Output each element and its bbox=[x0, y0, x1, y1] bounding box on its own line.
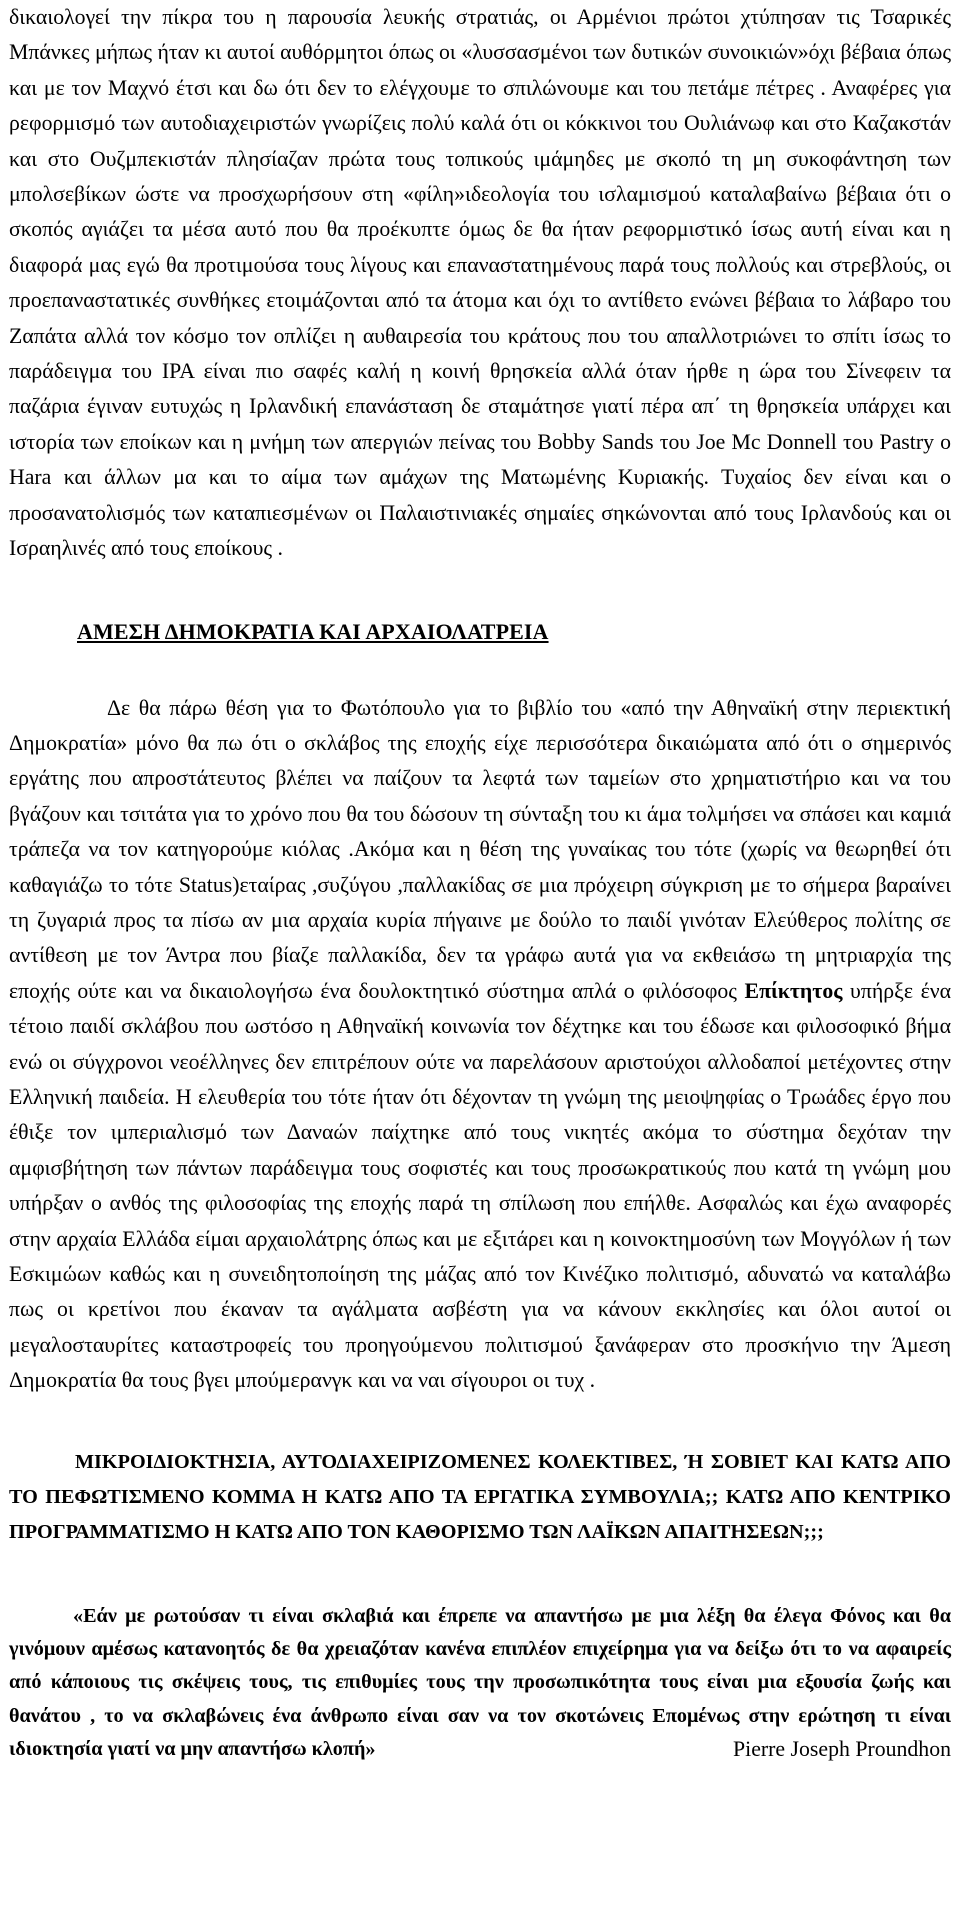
paragraph-2-text-end: υπήρξε ένα τέτοιο παιδί σκλάβου που ωστόσο η Αθηναϊκή κοινωνία τον δέχτηκε και του έδωσε και φιλοσοφικό βήμα ενώ οι σύγχρονοι νεοέλληνες δεν επιτρέπουν ούτε να παρελάσουν αριστούχοι αλλοδαποί μετέχοντες στην Ελληνική παιδεία. Η ελευθερία του τότε ήταν ότι δέχονταν τη γνώμη της μειοψηφίας ο Τρωάδες έργο που έθιξε τον ιμπεριαλισμό των Δαναών παίχτηκε από τους νικητές ακόμα το σύστημα δεχόταν την αμφισβήτηση των πάντων παράδειγμα τους σοφιστές και τους προσωκρατικούς που κατά τη γνώμη μου υπήρξαν ο ανθός της φιλοσοφίας της εποχής παρά τη σπίλωση που επήλθε. Ασφαλώς και έχω αναφορές στην αρχαία Ελλάδα είμαι αρχαιολάτρης όπως και με εξιτάρει και η κοινοκτημοσύνη των Μογγόλων ή των Εσκιμώων καθώς και η συνειδητοποίηση της μάζας από τον Κινέζικο πολιτισμό, αδυνατώ να καταλάβω πως οι κρετίνοι που έκαναν τα αγάλματα ασβέστη για να κάνουν εκκλησίες και όλοι αυτοί οι μεγαλοσταυρίτες καταστροφείς του προηγούμενου πολιτισμού ξανάφεραν στο προσκήνιο την Άμεση Δημοκρατία θα τους βγει μπούμερανγκ και να ναι σίγουροι οι τυχ . bbox=[9, 978, 951, 1393]
section-heading-container bbox=[9, 567, 951, 691]
document-page bbox=[9, 0, 951, 1767]
paragraph-2-bold-name: Επίκτητος bbox=[744, 978, 843, 1003]
spacer bbox=[9, 1550, 951, 1600]
quote-text: «Εάν με ρωτούσαν τι είναι σκλαβιά και έπρεπε να απαντήσω με μια λέξη θα έλεγα Φόνος και θα γινόμουν αμέσως κατανοητός δε θα χρειαζόταν κανένα επιπλέον επιχείρημα για να δείξω ότι το να αφαιρείς από κάποιους τις σκέψεις τους, τις επιθυμίες τους την προσωπικότητα τους είναι μια εξουσία ζωής και θανάτου , το να σκλαβώνεις ένα άνθρωπο είναι σαν να τον σκοτώνεις Επομένως στην ερώτηση τι είναι ιδιοκτησία γιατί να μην απαντήσω κλοπή» bbox=[9, 1604, 951, 1761]
bold-questions-paragraph: ΜΙΚΡΟΙΔΙΟΚΤΗΣΙΑ, ΑΥΤΟΔΙΑΧΕΙΡΙΖΟΜΕΝΕΣ ΚΟΛΕΚΤΙΒΕΣ, Ή ΣΟΒΙΕΤ ΚΑΙ ΚΑΤΩ ΑΠΟ ΤΟ ΠΕΦΩΤΙΣΜΕΝΟ ΚΟΜΜΑ Η ΚΑΤΩ ΑΠΟ ΤΑ ΕΡΓΑΤΙΚΑ ΣΥΜΒΟΥΛΙΑ;; ΚΑΤΩ ΑΠΟ ΚΕΝΤΡΙΚΟ ΠΡΟΓΡΑΜΜΑΤΙΣΜΟ Η ΚΑΤΩ ΑΠΟ ΤΟΝ ΚΑΘΟΡΙΣΜΟ ΤΩΝ ΛΑΪΚΩΝ ΑΠΑΙΤΗΣΕΩΝ;;; bbox=[9, 1450, 951, 1543]
quote-paragraph bbox=[9, 1600, 951, 1767]
spacer bbox=[9, 1399, 951, 1445]
section-heading: ΑΜΕΣΗ ΔΗΜΟΚΡΑΤΙΑ ΚΑΙ ΑΡΧΑΙΟΛΑΤΡΕΙΑ bbox=[77, 618, 549, 644]
paragraph-2 bbox=[9, 691, 951, 1399]
paragraph-2-text-start: Δε θα πάρω θέση για το Φωτόπουλο για το βιβλίο του «από την Αθηναϊκή στην περιεκτική Δημοκρατία» μόνο θα πω ότι ο σκλάβος της εποχής είχε περισσότερα δικαιώματα από ότι ο σημερινός εργάτης που απροστάτευτος βλέπει να παίζουν τα λεφτά των ταμείων στο χρηματιστήριο και να του βγάζουν και τσιτάτα για το χρόνο που θα του δώσουν τη σύνταξη του κι άμα τολμήσει να σπάσει και καμιά τράπεζα να τον κατηγορούμε κιόλας .Ακόμα και η θέση της γυναίκας του τότε (χωρίς να θεωρηθεί ότι καθαγιάζω το τότε Status)εταίρας ,συζύγου ,παλλακίδας σε μια πρόχειρη σύγκριση με το σήμερα βαραίνει τη ζυγαριά προς τα πίσω αν μια αρχαία κυρία πήγαινε με δούλο το παιδί γινόταν Ελεύθερος πολίτης σε αντίθεση με τον Άντρα που βίαζε παλλακίδα, δεν τα γράφω αυτά για να εκθειάσω τη μητριαρχία της εποχής ούτε και να δικαιολογήσω ένα δουλοκτητικό σύστημα απλά ο φιλόσοφος bbox=[9, 695, 951, 1003]
paragraph-1: δικαιολογεί την πίκρα του η παρουσία λευκής στρατιάς, οι Αρμένιοι πρώτοι χτύπησαν τις Τσαρικές Μπάνκες μήπως ήταν κι αυτοί αυθόρμητοι όπως οι «λυσσασμένοι των δυτικών συνοικιών»όχι βέβαια όπως και με τον Μαχνό έτσι και δω ότι δεν το ελέγχουμε το σπιλώνουμε και του πετάμε πέτρες . Αναφέρες για ρεφορμισμό των αυτοδιαχειριστών γνωρίζεις πολύ καλά ότι οι κόκκινοι του Ουλιάνωφ και στο Καζακστάν και στο Ουζμπεκιστάν πλησίαζαν πρώτα τους τοπικούς ιμάμηδες με σκοπό τη μη συκοφάντηση των μπολσεβίκων ώστε να προσχωρήσουν στη «φίλη»ιδεολογία του ισλαμισμού καταλαβαίνω βέβαια ότι ο σκοπός αγιάζει τα μέσα αυτό που θα προέκυπτε όμως δε θα ήταν ρεφορμιστικό ίσως αυτή είναι και η διαφορά μας εγώ θα προτιμούσα τους λίγους και επαναστατημένους παρά τους πολλούς και στρεβλούς, οι προεπαναστατικές συνθήκες ετοιμάζονται από τα άτομα και όχι το αντίθετο ενώνει βέβαια το λάβαρο του Ζαπάτα αλλά τον κόσμο τον οπλίζει η αυθαιρεσία του κράτους που του απαλλοτριώνει το σπίτι ίσως το παράδειγμα του IPA είναι πιο σαφές καλή η κοινή θρησκεία αλλά όταν ήρθε η ώρα του Σίνεφειν τα παζάρια έγιναν ευτυχώς η Ιρλανδική επανάσταση δε σταμάτησε γιατί πέρα απ΄ τη θρησκεία υπάρχει και ιστορία των εποίκων και η μνήμη των απεργιών πείνας του Bobby Sands του Joe Mc Donnell του Pastry ο Hara και άλλων μα και το αίμα των αμάχων της Ματωμένης Κυριακής. Τυχαίος δεν είναι και ο προσανατολισμός των καταπιεσμένων οι Παλαιστινιακές σημαίες σηκώνονται από τους Ιρλανδούς και οι Ισραηλινές από τους εποίκους . bbox=[9, 5, 951, 561]
quote-author: Pierre Joseph Proundhon bbox=[733, 1737, 951, 1762]
